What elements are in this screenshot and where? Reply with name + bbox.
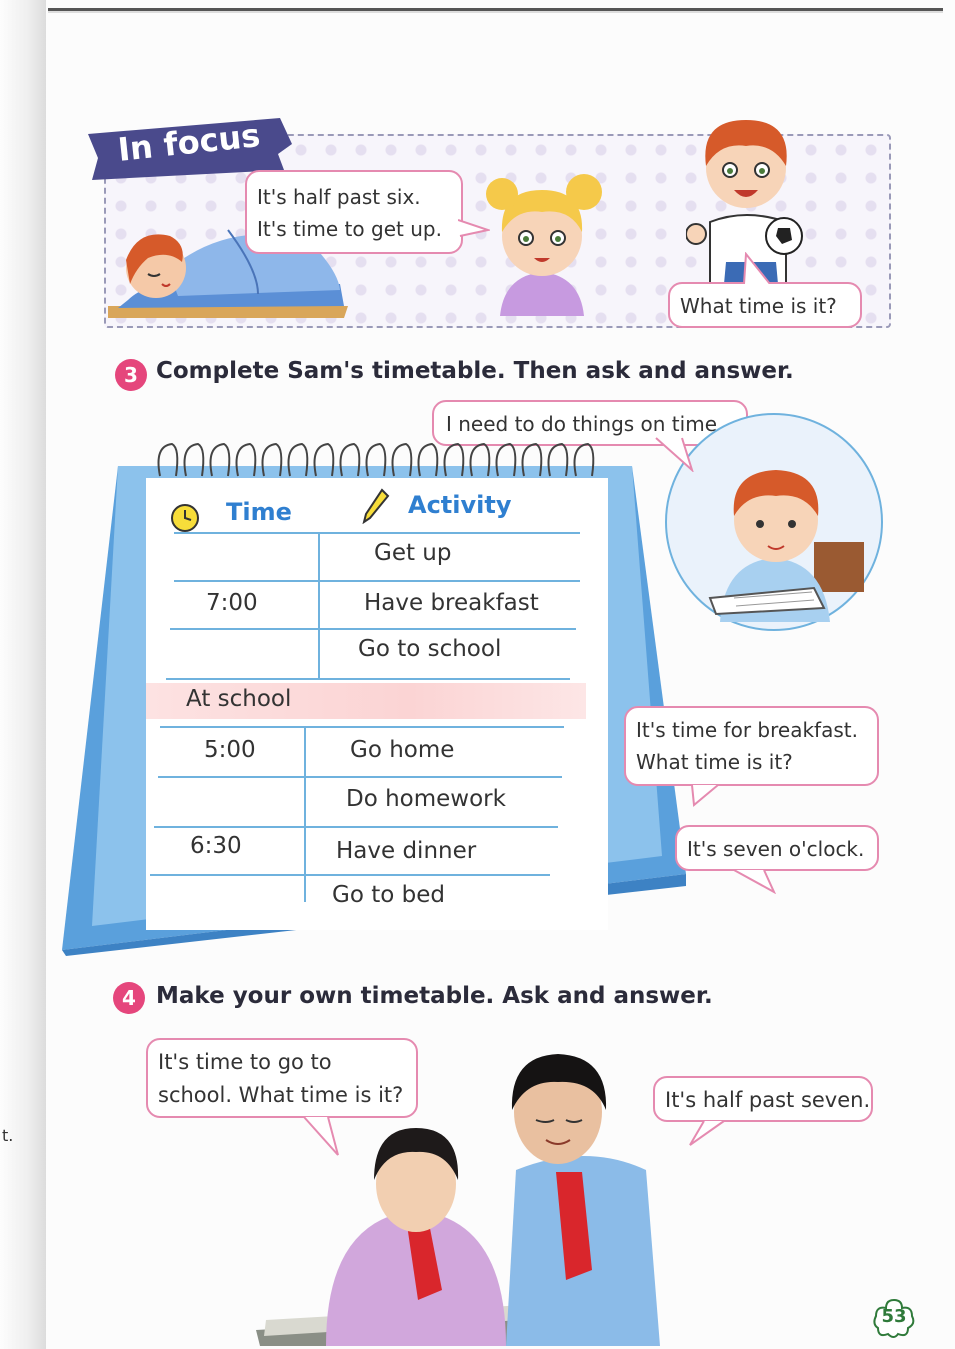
bubble-line: It's half past six.: [257, 185, 421, 209]
speech-bubble-seven: [675, 825, 879, 871]
bubble-line: What time is it?: [636, 750, 793, 774]
speech-bubble-half-past-seven: [653, 1076, 873, 1122]
timetable-spiral-binding: [150, 436, 600, 482]
clock-icon: [170, 503, 200, 533]
timetable-rule: [170, 628, 576, 630]
timetable-activity-cell: Get up: [374, 540, 452, 566]
bubble-line: What time is it?: [680, 294, 837, 318]
speech-bubble-get-up: [245, 170, 463, 254]
in-focus-title: In focus: [116, 116, 262, 169]
page-number: 53: [881, 1306, 907, 1327]
timetable-activity-cell: Have dinner: [336, 838, 477, 864]
bubble-line: It's seven o'clock.: [687, 837, 865, 861]
bubble-line: It's time to go to: [158, 1050, 332, 1074]
timetable-time-cell: At school: [186, 686, 292, 712]
exercise-4-instruction: Make your own timetable. Ask and answer.: [156, 983, 713, 1009]
timetable-time-cell: 7:00: [206, 590, 258, 616]
timetable-activity-cell: Go to school: [358, 636, 502, 662]
book-gutter: [0, 0, 46, 1349]
bubble-line: It's time for breakfast.: [636, 718, 858, 742]
timetable-time-cell: 6:30: [190, 833, 242, 859]
timetable-time-header: Time: [226, 498, 292, 526]
timetable-rule: [158, 776, 562, 778]
exercise-number-badge: 4: [113, 982, 145, 1014]
bubble-tail: [740, 252, 780, 284]
timetable-activity-cell: Have breakfast: [364, 590, 539, 616]
timetable-rule: [174, 532, 580, 534]
bubble-line: It's half past seven.: [665, 1088, 871, 1112]
timetable-rule: [150, 874, 550, 876]
timetable-activity-cell: Go home: [350, 737, 455, 763]
exercise-number-badge: 3: [115, 359, 147, 391]
top-rule: [48, 8, 943, 22]
bubble-line: school. What time is it?: [158, 1083, 404, 1107]
pencil-icon: [362, 488, 390, 524]
gutter-mark: t.: [2, 1126, 14, 1145]
bubble-line: It's time to get up.: [257, 217, 442, 241]
bubble-tail: [730, 868, 778, 894]
timetable-divider: [304, 728, 306, 902]
children-photo: [256, 1050, 668, 1346]
timetable-time-cell: 5:00: [204, 737, 256, 763]
timetable-divider: [318, 534, 320, 678]
timetable-activity-cell: Go to bed: [332, 882, 445, 908]
bubble-tail: [684, 1119, 728, 1147]
speech-bubble-what-time: [668, 282, 862, 328]
timetable-rule: [166, 678, 570, 680]
timetable-rule: [174, 580, 580, 582]
timetable-rule: [160, 726, 564, 728]
timetable-activity-cell: Do homework: [346, 786, 506, 812]
timetable-activity-header: Activity: [408, 491, 512, 519]
timetable-rule: [154, 826, 558, 828]
bubble-tail: [688, 783, 724, 807]
bubble-line: I need to do things on time.: [446, 412, 724, 436]
exercise-3-instruction: Complete Sam's timetable. Then ask and answer.: [156, 358, 794, 384]
speech-bubble-breakfast: [624, 706, 879, 786]
girl-illustration: [480, 168, 606, 316]
